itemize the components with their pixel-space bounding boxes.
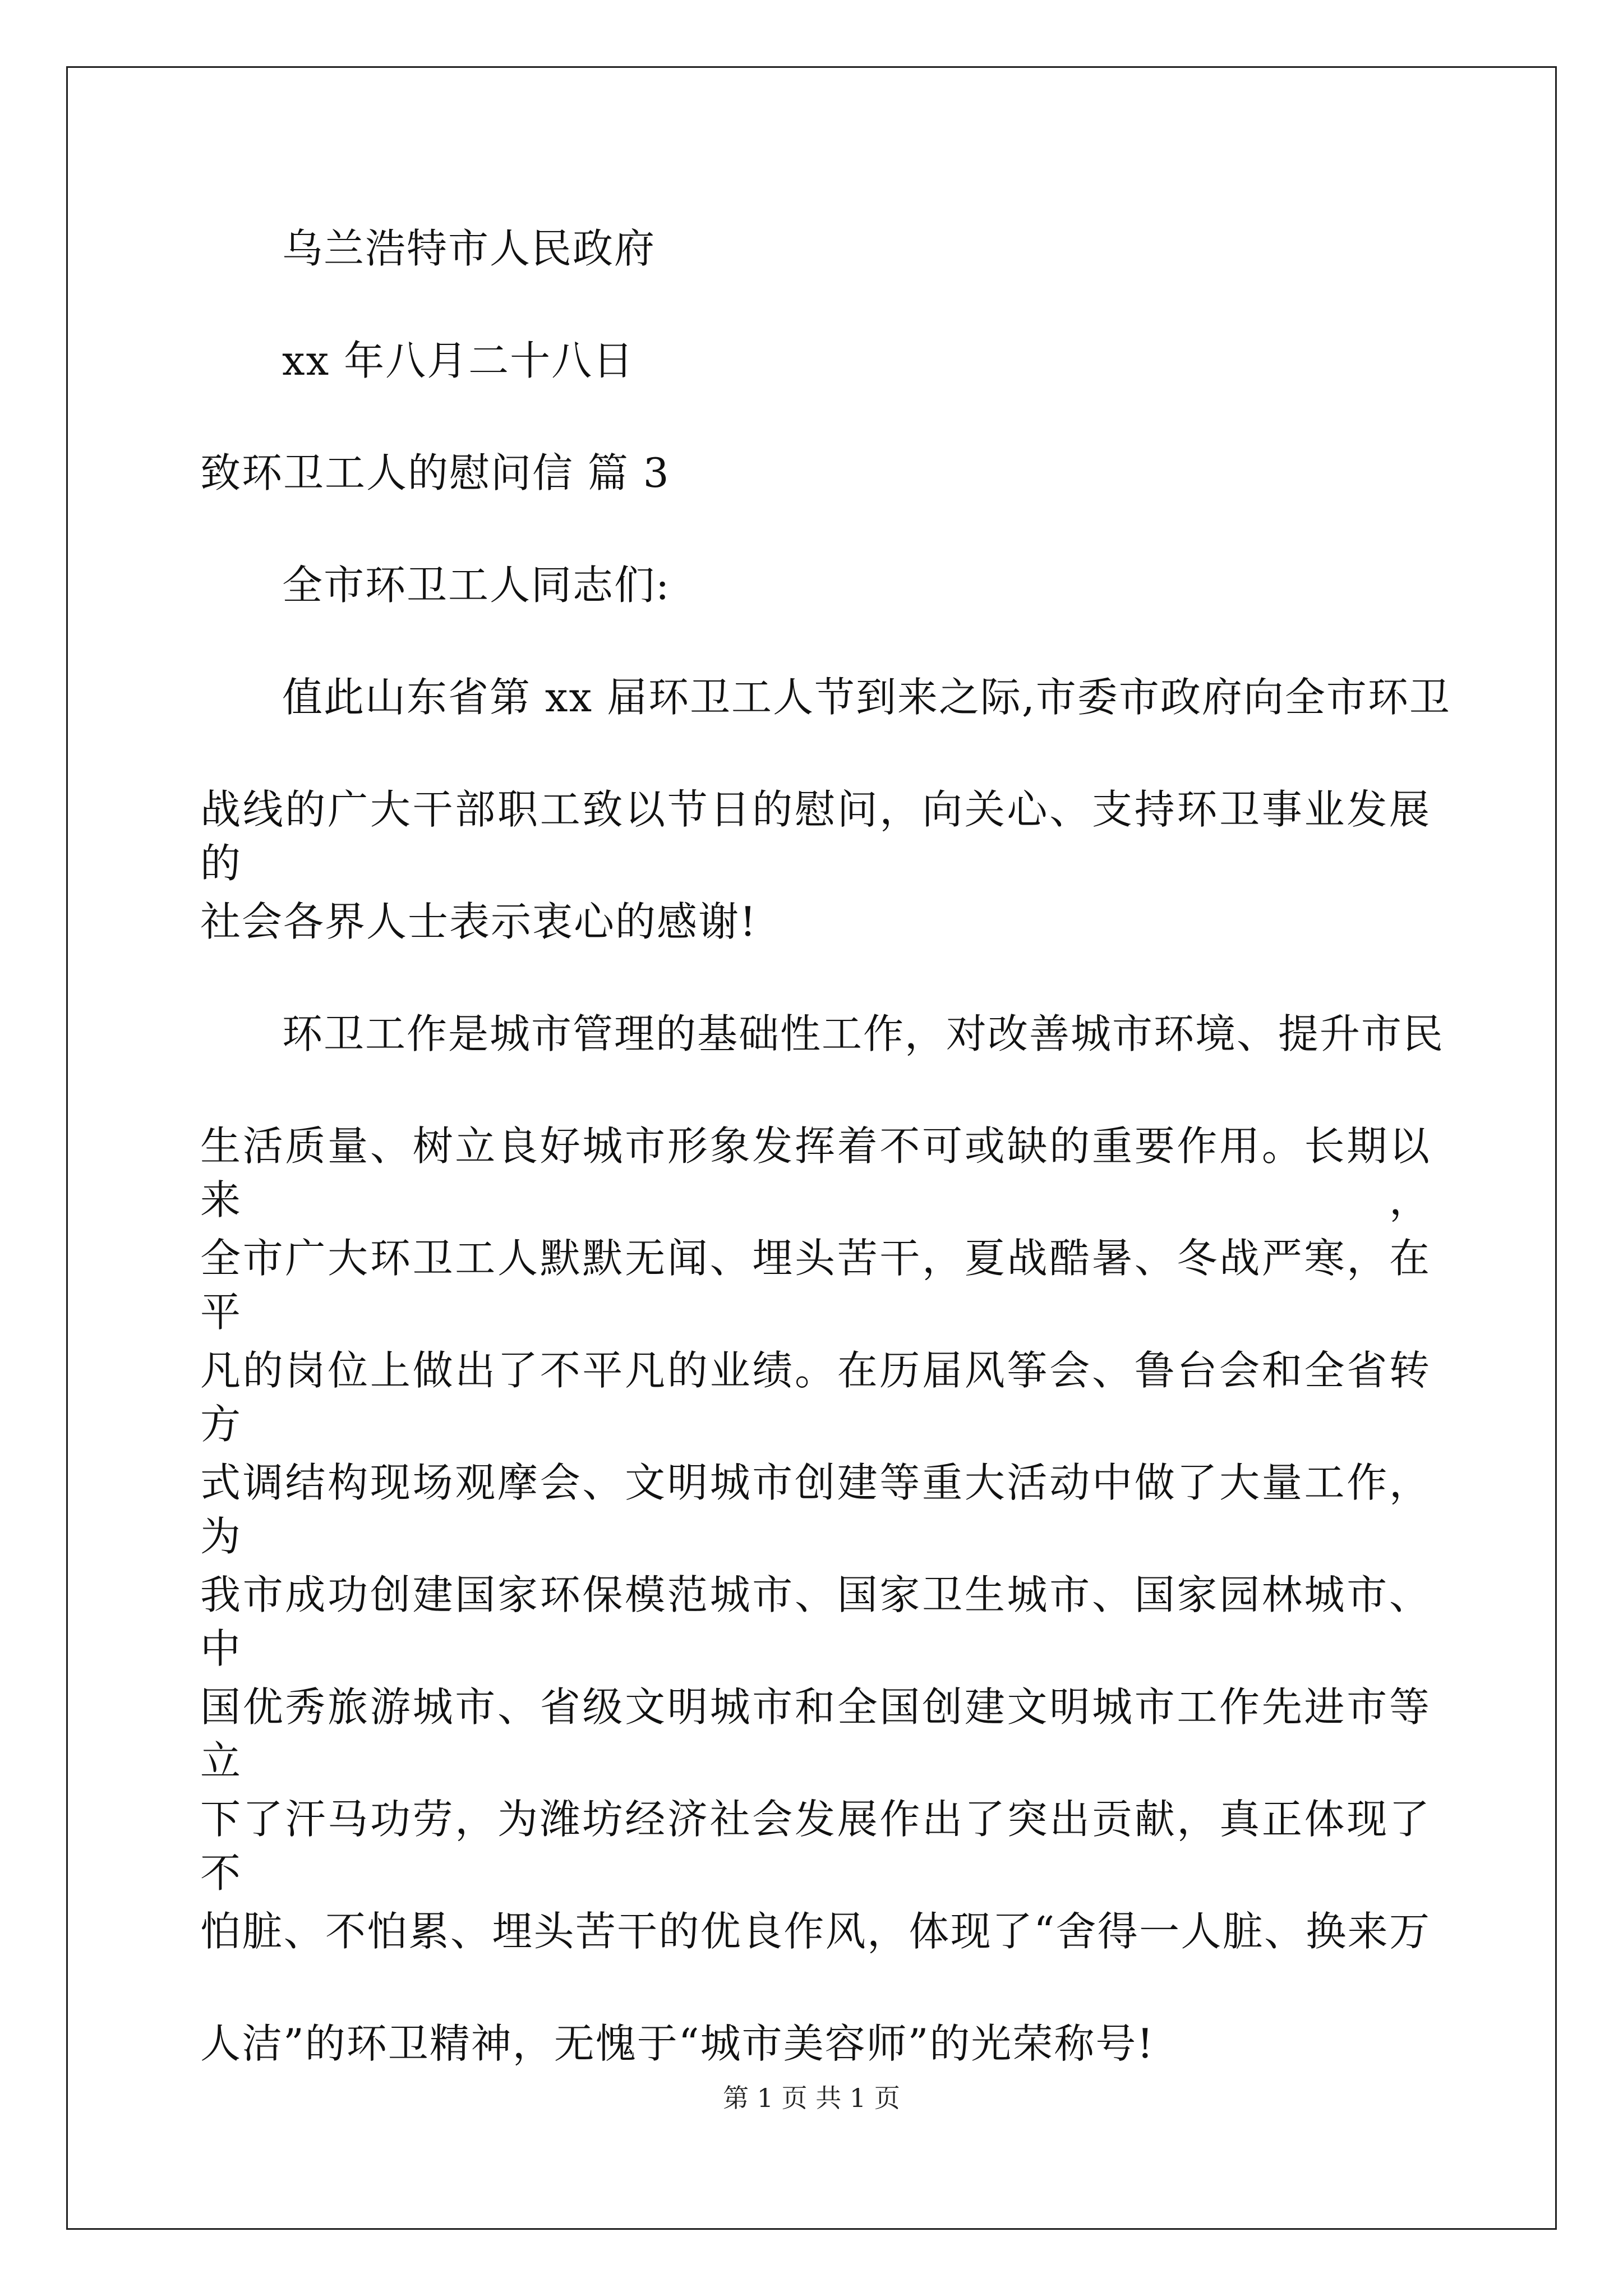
salutation: 全市环卫工人同志们: [282, 562, 671, 609]
paragraph-2-line-7: 国优秀旅游城市、省级文明城市和全国创建文明城市工作先进市等立 [200, 1683, 1431, 1784]
paragraph-2-line-4: 凡的岗位上做出了不平凡的业绩。在历届风筝会、鲁台会和全省转方 [200, 1347, 1431, 1448]
page-number-footer: 第 1 页 共 1 页 [723, 2083, 900, 2113]
paragraph-2-line-3: 全市广大环卫工人默默无闻、埋头苦干，夏战酷暑、冬战严寒，在平 [200, 1235, 1431, 1336]
paragraph-2-line-2: 生活质量、树立良好城市形象发挥着不可或缺的重要作用。长期以来， [200, 1122, 1431, 1223]
paragraph-1-line-1: 值此山东省第 xx 届环卫工人节到来之际,市委市政府向全市环卫 [282, 674, 1451, 721]
signature-organization: 乌兰浩特市人民政府 [282, 225, 656, 272]
paragraph-2-line-8: 下了汗马功劳，为潍坊经济社会发展作出了突出贡献，真正体现了不 [200, 1796, 1431, 1897]
section-title: 致环卫工人的慰问信 篇 3 [200, 449, 670, 496]
paragraph-1-line-2: 战线的广大干部职工致以节日的慰问，向关心、支持环卫事业发展的 [200, 786, 1431, 887]
signature-date: xx 年八月二十八日 [282, 337, 635, 384]
paragraph-2-line-10: 人洁”的环卫精神，无愧于“城市美容师”的光荣称号! [200, 2020, 1155, 2067]
paragraph-2-line-5: 式调结构现场观摩会、文明城市创建等重大活动中做了大量工作，为 [200, 1459, 1431, 1560]
paragraph-1-line-3: 社会各界人士表示衷心的感谢! [200, 898, 757, 945]
paragraph-2-line-6: 我市成功创建国家环保模范城市、国家卫生城市、国家园林城市、中 [200, 1571, 1431, 1672]
paragraph-2-line-9: 怕脏、不怕累、埋头苦干的优良作风，体现了“舍得一人脏、换来万 [200, 1908, 1431, 1955]
paragraph-2-line-1: 环卫工作是城市管理的基础性工作，对改善城市环境、提升市民 [282, 1010, 1445, 1057]
